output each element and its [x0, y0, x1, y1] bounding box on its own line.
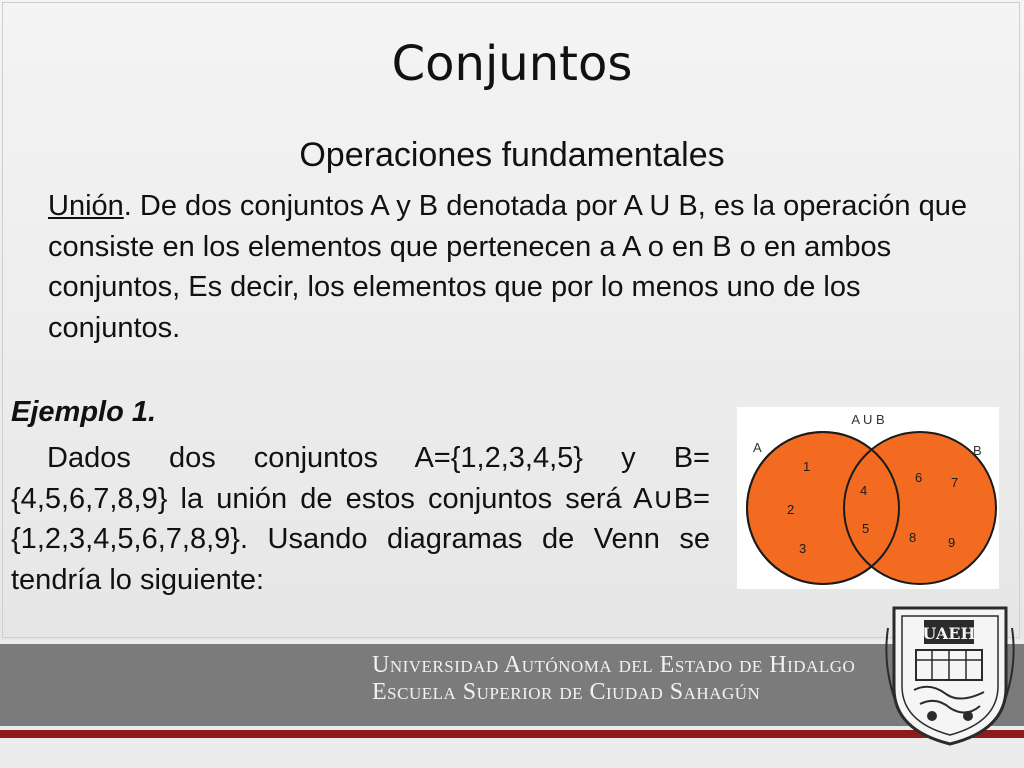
- logo-text: UAEH: [922, 624, 976, 643]
- example-title: Ejemplo 1.: [11, 396, 157, 428]
- union-definition: [48, 186, 978, 348]
- venn-element: 7: [951, 475, 959, 490]
- footer-accent-bar: [0, 730, 1024, 738]
- union-term: Unión: [48, 190, 124, 222]
- venn-label-a: A: [753, 440, 762, 455]
- venn-element: 4: [860, 483, 868, 498]
- venn-diagram: [737, 407, 999, 589]
- venn-element: 9: [948, 535, 956, 550]
- venn-element: 2: [787, 502, 795, 517]
- school-name: Escuela Superior de Ciudad Sahagún: [372, 679, 761, 705]
- venn-title: A U B: [851, 412, 885, 427]
- union-definition-text: . De dos conjuntos A y B denotada por A U B, es la operación que consiste en los elementos que pertenecen a A o en B o en ambos conjuntos, Es decir, los elementos que por lo menos uno de los conjuntos.: [48, 190, 967, 344]
- slide-subtitle: Operaciones fundamentales: [299, 136, 725, 174]
- venn-element: 6: [915, 470, 923, 485]
- slide-title: Conjuntos: [391, 36, 633, 92]
- venn-label-b: B: [973, 443, 982, 458]
- university-seal-logo: [880, 598, 1020, 748]
- example-body: Dados dos conjuntos A={1,2,3,4,5} y B={4,5,6,7,8,9} la unión de estos conjuntos será A∪B={1,2,3,4,5,6,7,8,9}. Usando diagramas de Venn se tendría lo siguiente:: [11, 442, 710, 596]
- venn-element: 5: [862, 521, 870, 536]
- venn-element: 1: [803, 459, 811, 474]
- venn-element: 3: [799, 541, 807, 556]
- venn-element: 8: [909, 530, 917, 545]
- university-name: Universidad Autónoma del Estado de Hidalgo: [372, 652, 856, 678]
